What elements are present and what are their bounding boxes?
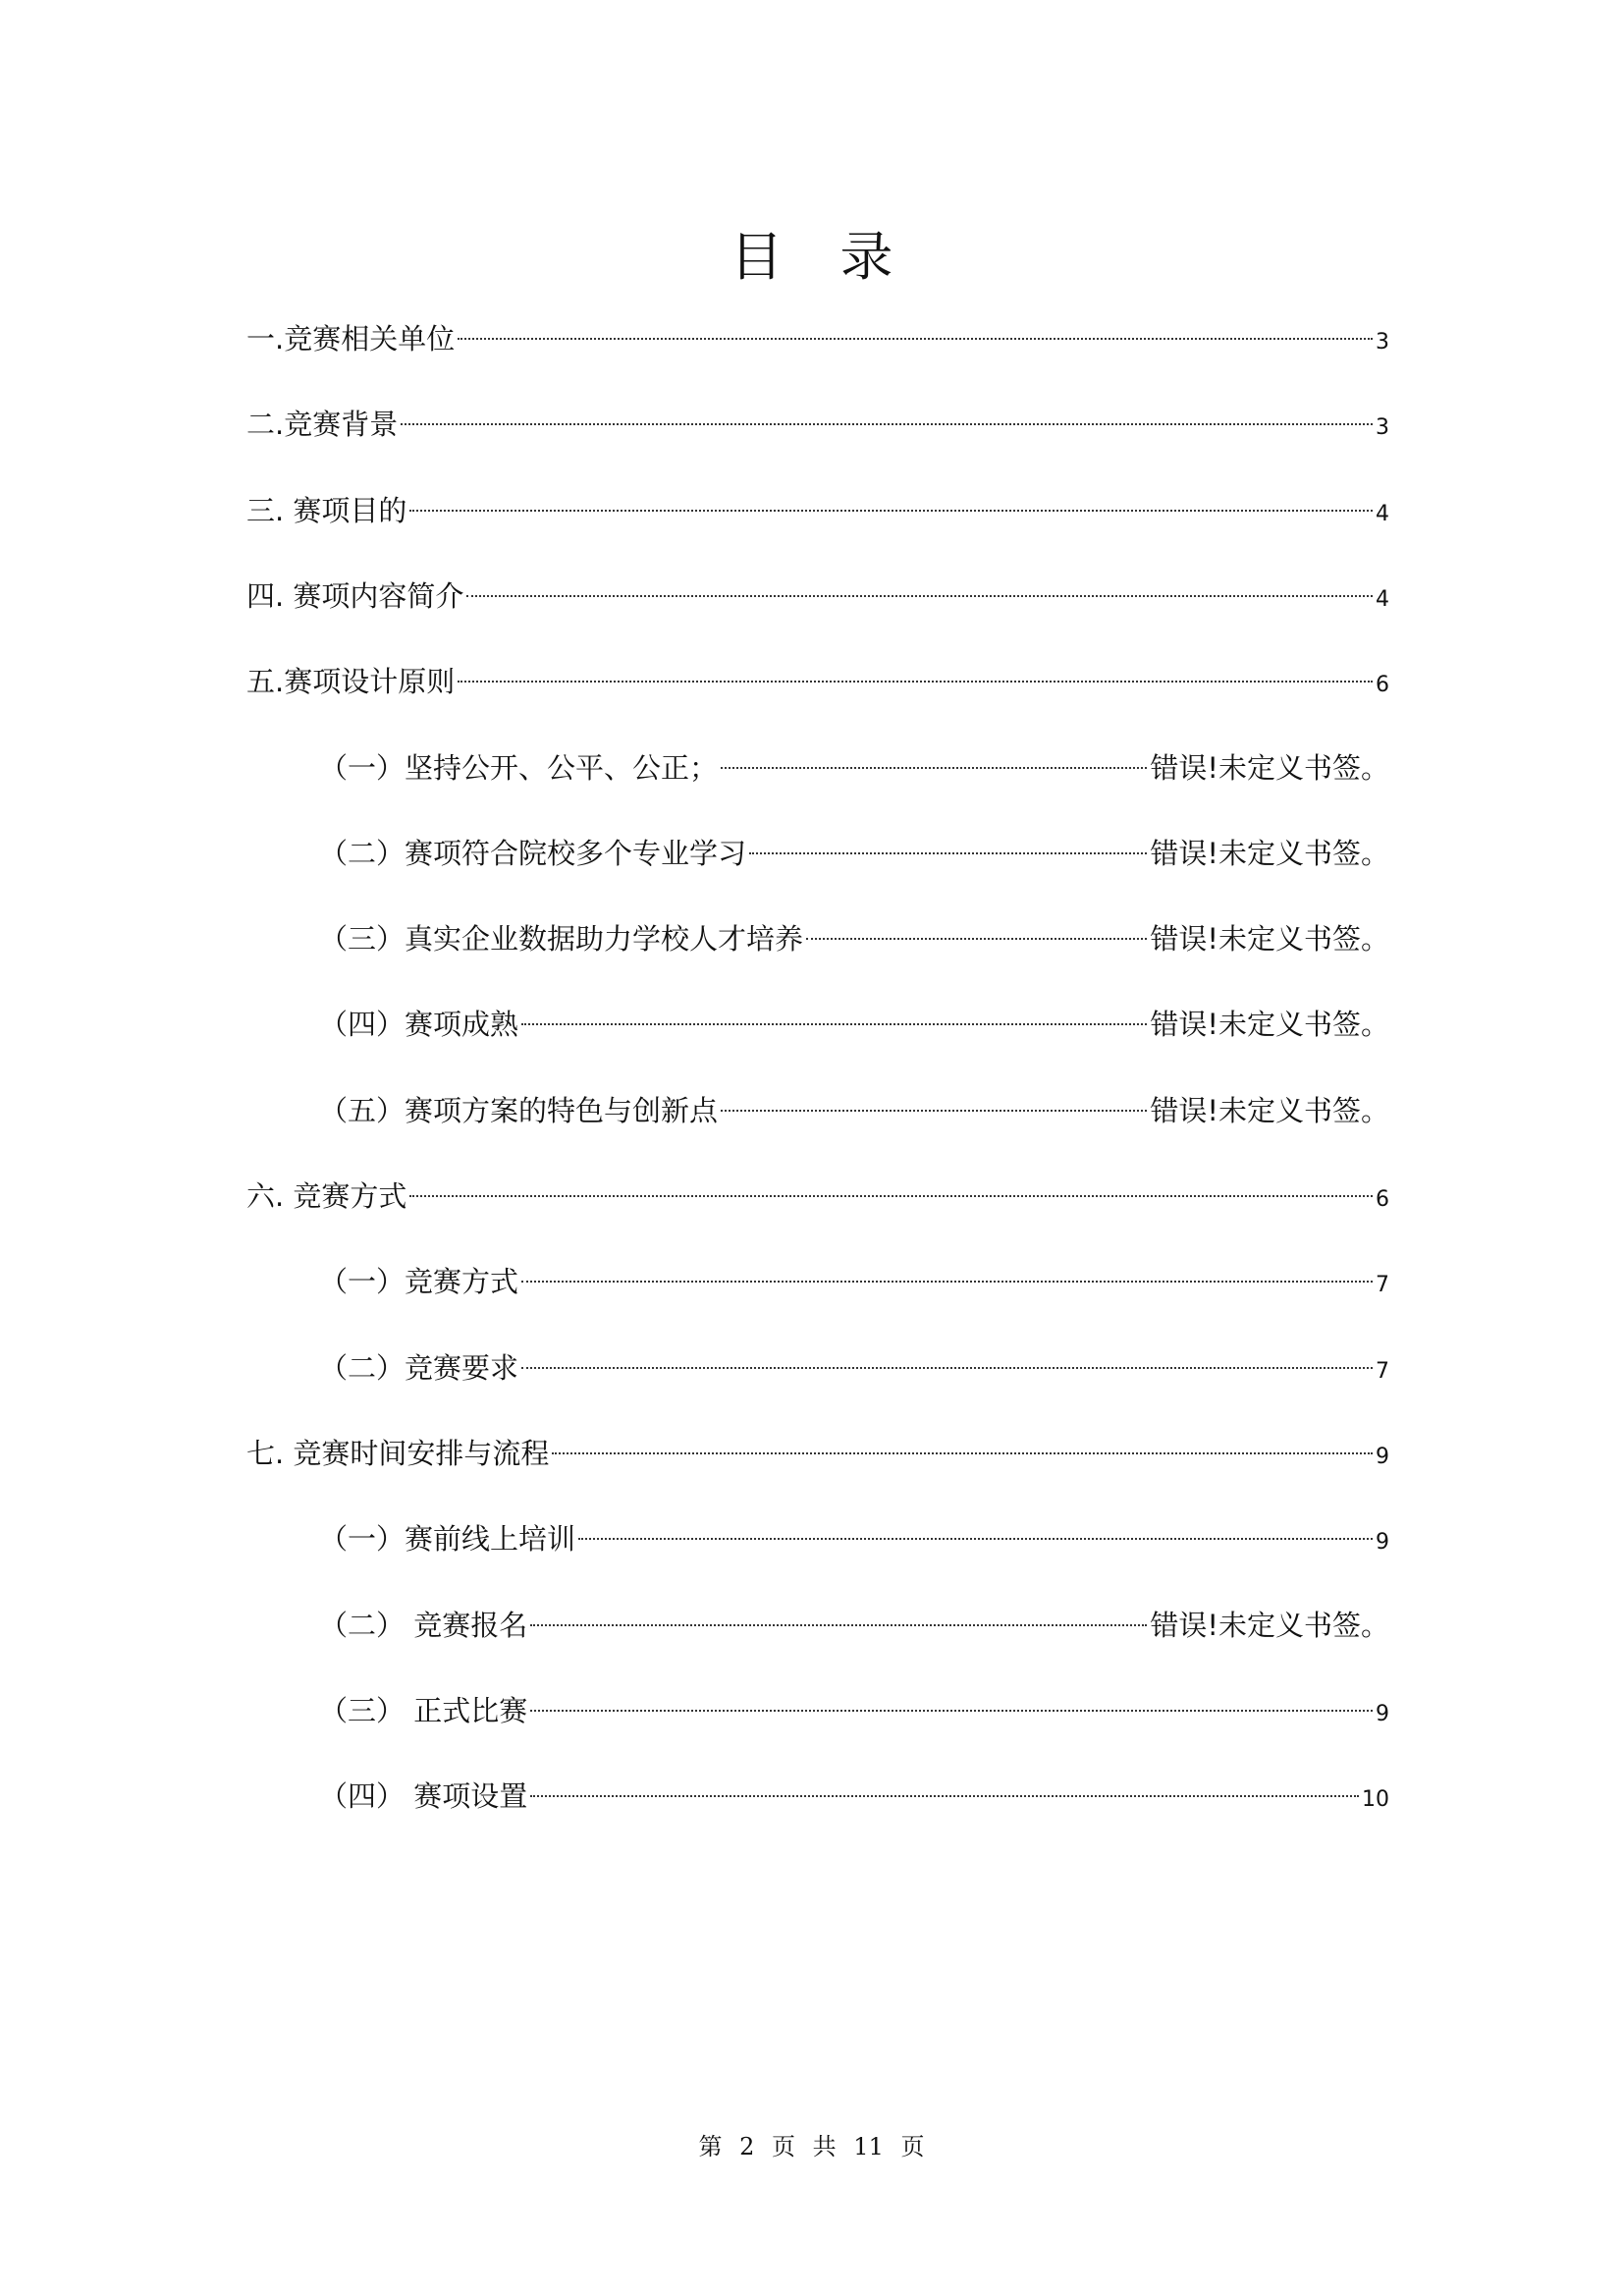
toc-dot-leader	[521, 1367, 1373, 1369]
toc-entry[interactable]	[319, 1086, 1389, 1135]
toc-dot-leader	[401, 423, 1373, 425]
toc-entry-page: 4	[1376, 586, 1389, 612]
toc-entry-page: 9	[1376, 1444, 1389, 1469]
toc-entry-label: 七. 竞赛时间安排与流程	[246, 1436, 550, 1470]
toc-entry-label: （四）赛项成熟	[319, 1008, 519, 1042]
toc-title-char-1: 目	[730, 226, 784, 288]
page-footer: 第 2 页 共 11 页	[698, 2133, 925, 2160]
toc-entry-page: 3	[1376, 415, 1389, 441]
toc-entry-label: （三）真实企业数据助力学校人才培养	[319, 922, 804, 957]
toc-dot-leader	[806, 938, 1147, 940]
toc-entry[interactable]	[246, 1429, 1389, 1478]
toc-entry-page: 错误!未定义书签。	[1150, 1093, 1389, 1127]
toc-entry-page: 6	[1376, 673, 1389, 698]
toc-dot-leader	[552, 1452, 1373, 1454]
toc-entry-label: （四） 赛项设置	[319, 1779, 528, 1814]
toc-entry-label: 一.竞赛相关单位	[246, 322, 456, 355]
toc-entry[interactable]	[319, 1000, 1389, 1049]
toc-entry[interactable]	[319, 743, 1389, 793]
toc-entry[interactable]	[246, 486, 1389, 535]
toc-entry[interactable]	[319, 1686, 1389, 1735]
toc-dot-leader	[530, 1624, 1147, 1626]
toc-entry-page: 错误!未定义书签。	[1150, 750, 1389, 785]
toc-entry[interactable]	[319, 1257, 1389, 1306]
toc-entry-page: 7	[1376, 1358, 1389, 1384]
toc-entry-page: 错误!未定义书签。	[1150, 836, 1389, 870]
toc-entry-page: 3	[1376, 330, 1389, 355]
toc-dot-leader	[409, 1195, 1373, 1197]
toc-entry[interactable]	[246, 314, 1389, 363]
toc-dot-leader	[458, 681, 1373, 683]
toc-entry-label: （一）赛前线上培训	[319, 1522, 576, 1557]
toc-entry-label: 五.赛项设计原则	[246, 665, 456, 699]
toc-dot-leader	[578, 1538, 1373, 1540]
toc-entry-page: 7	[1376, 1273, 1389, 1298]
toc-entry[interactable]	[246, 572, 1389, 621]
toc-entry-label: （二）赛项符合院校多个专业学习	[319, 836, 747, 870]
toc-entry[interactable]	[319, 1343, 1389, 1393]
toc-dot-leader	[530, 1710, 1373, 1712]
toc-entry[interactable]	[246, 657, 1389, 706]
toc-entry-page: 错误!未定义书签。	[1150, 922, 1389, 957]
toc-entry-label: （一）坚持公开、公平、公正；	[319, 750, 719, 785]
toc-dot-leader	[458, 338, 1373, 340]
toc-entry-page: 4	[1376, 501, 1389, 526]
toc-entry-page: 9	[1376, 1530, 1389, 1556]
toc-title-char-2: 录	[839, 226, 893, 288]
toc-entry[interactable]	[319, 829, 1389, 878]
toc-entry[interactable]	[319, 1601, 1389, 1650]
toc-entry-page: 10	[1362, 1787, 1389, 1813]
toc-dot-leader	[721, 1110, 1147, 1112]
toc-entry-label: （三） 正式比赛	[319, 1693, 528, 1727]
toc-entry-label: （二）竞赛要求	[319, 1350, 519, 1385]
toc-dot-leader	[530, 1795, 1359, 1797]
toc-dot-leader	[466, 595, 1373, 597]
toc-entry-label: 三. 赛项目的	[246, 493, 407, 527]
toc-dot-leader	[721, 767, 1147, 769]
toc-dot-leader	[749, 852, 1147, 854]
toc-entry-page: 6	[1376, 1187, 1389, 1212]
toc-dot-leader	[521, 1281, 1373, 1283]
toc-entry[interactable]	[246, 400, 1389, 449]
toc-entry-label: （五）赛项方案的特色与创新点	[319, 1093, 719, 1127]
toc-dot-leader	[409, 510, 1373, 512]
toc-entry[interactable]	[246, 1172, 1389, 1221]
toc-entry-label: 二.竞赛背景	[246, 408, 399, 442]
toc-entry-page: 9	[1376, 1701, 1389, 1726]
toc-entry-page: 错误!未定义书签。	[1150, 1008, 1389, 1042]
toc-entry-label: 六. 竞赛方式	[246, 1179, 407, 1213]
toc-dot-leader	[521, 1023, 1147, 1025]
toc-title	[0, 218, 1623, 297]
toc-entry[interactable]	[319, 1514, 1389, 1563]
toc-entry-label: 四. 赛项内容简介	[246, 578, 464, 613]
toc-entry-page: 错误!未定义书签。	[1150, 1608, 1389, 1642]
toc-entry[interactable]	[319, 914, 1389, 963]
toc-entry-label: （二） 竞赛报名	[319, 1608, 528, 1642]
toc-entry[interactable]	[319, 1772, 1389, 1821]
toc-entry-label: （一）竞赛方式	[319, 1265, 519, 1299]
